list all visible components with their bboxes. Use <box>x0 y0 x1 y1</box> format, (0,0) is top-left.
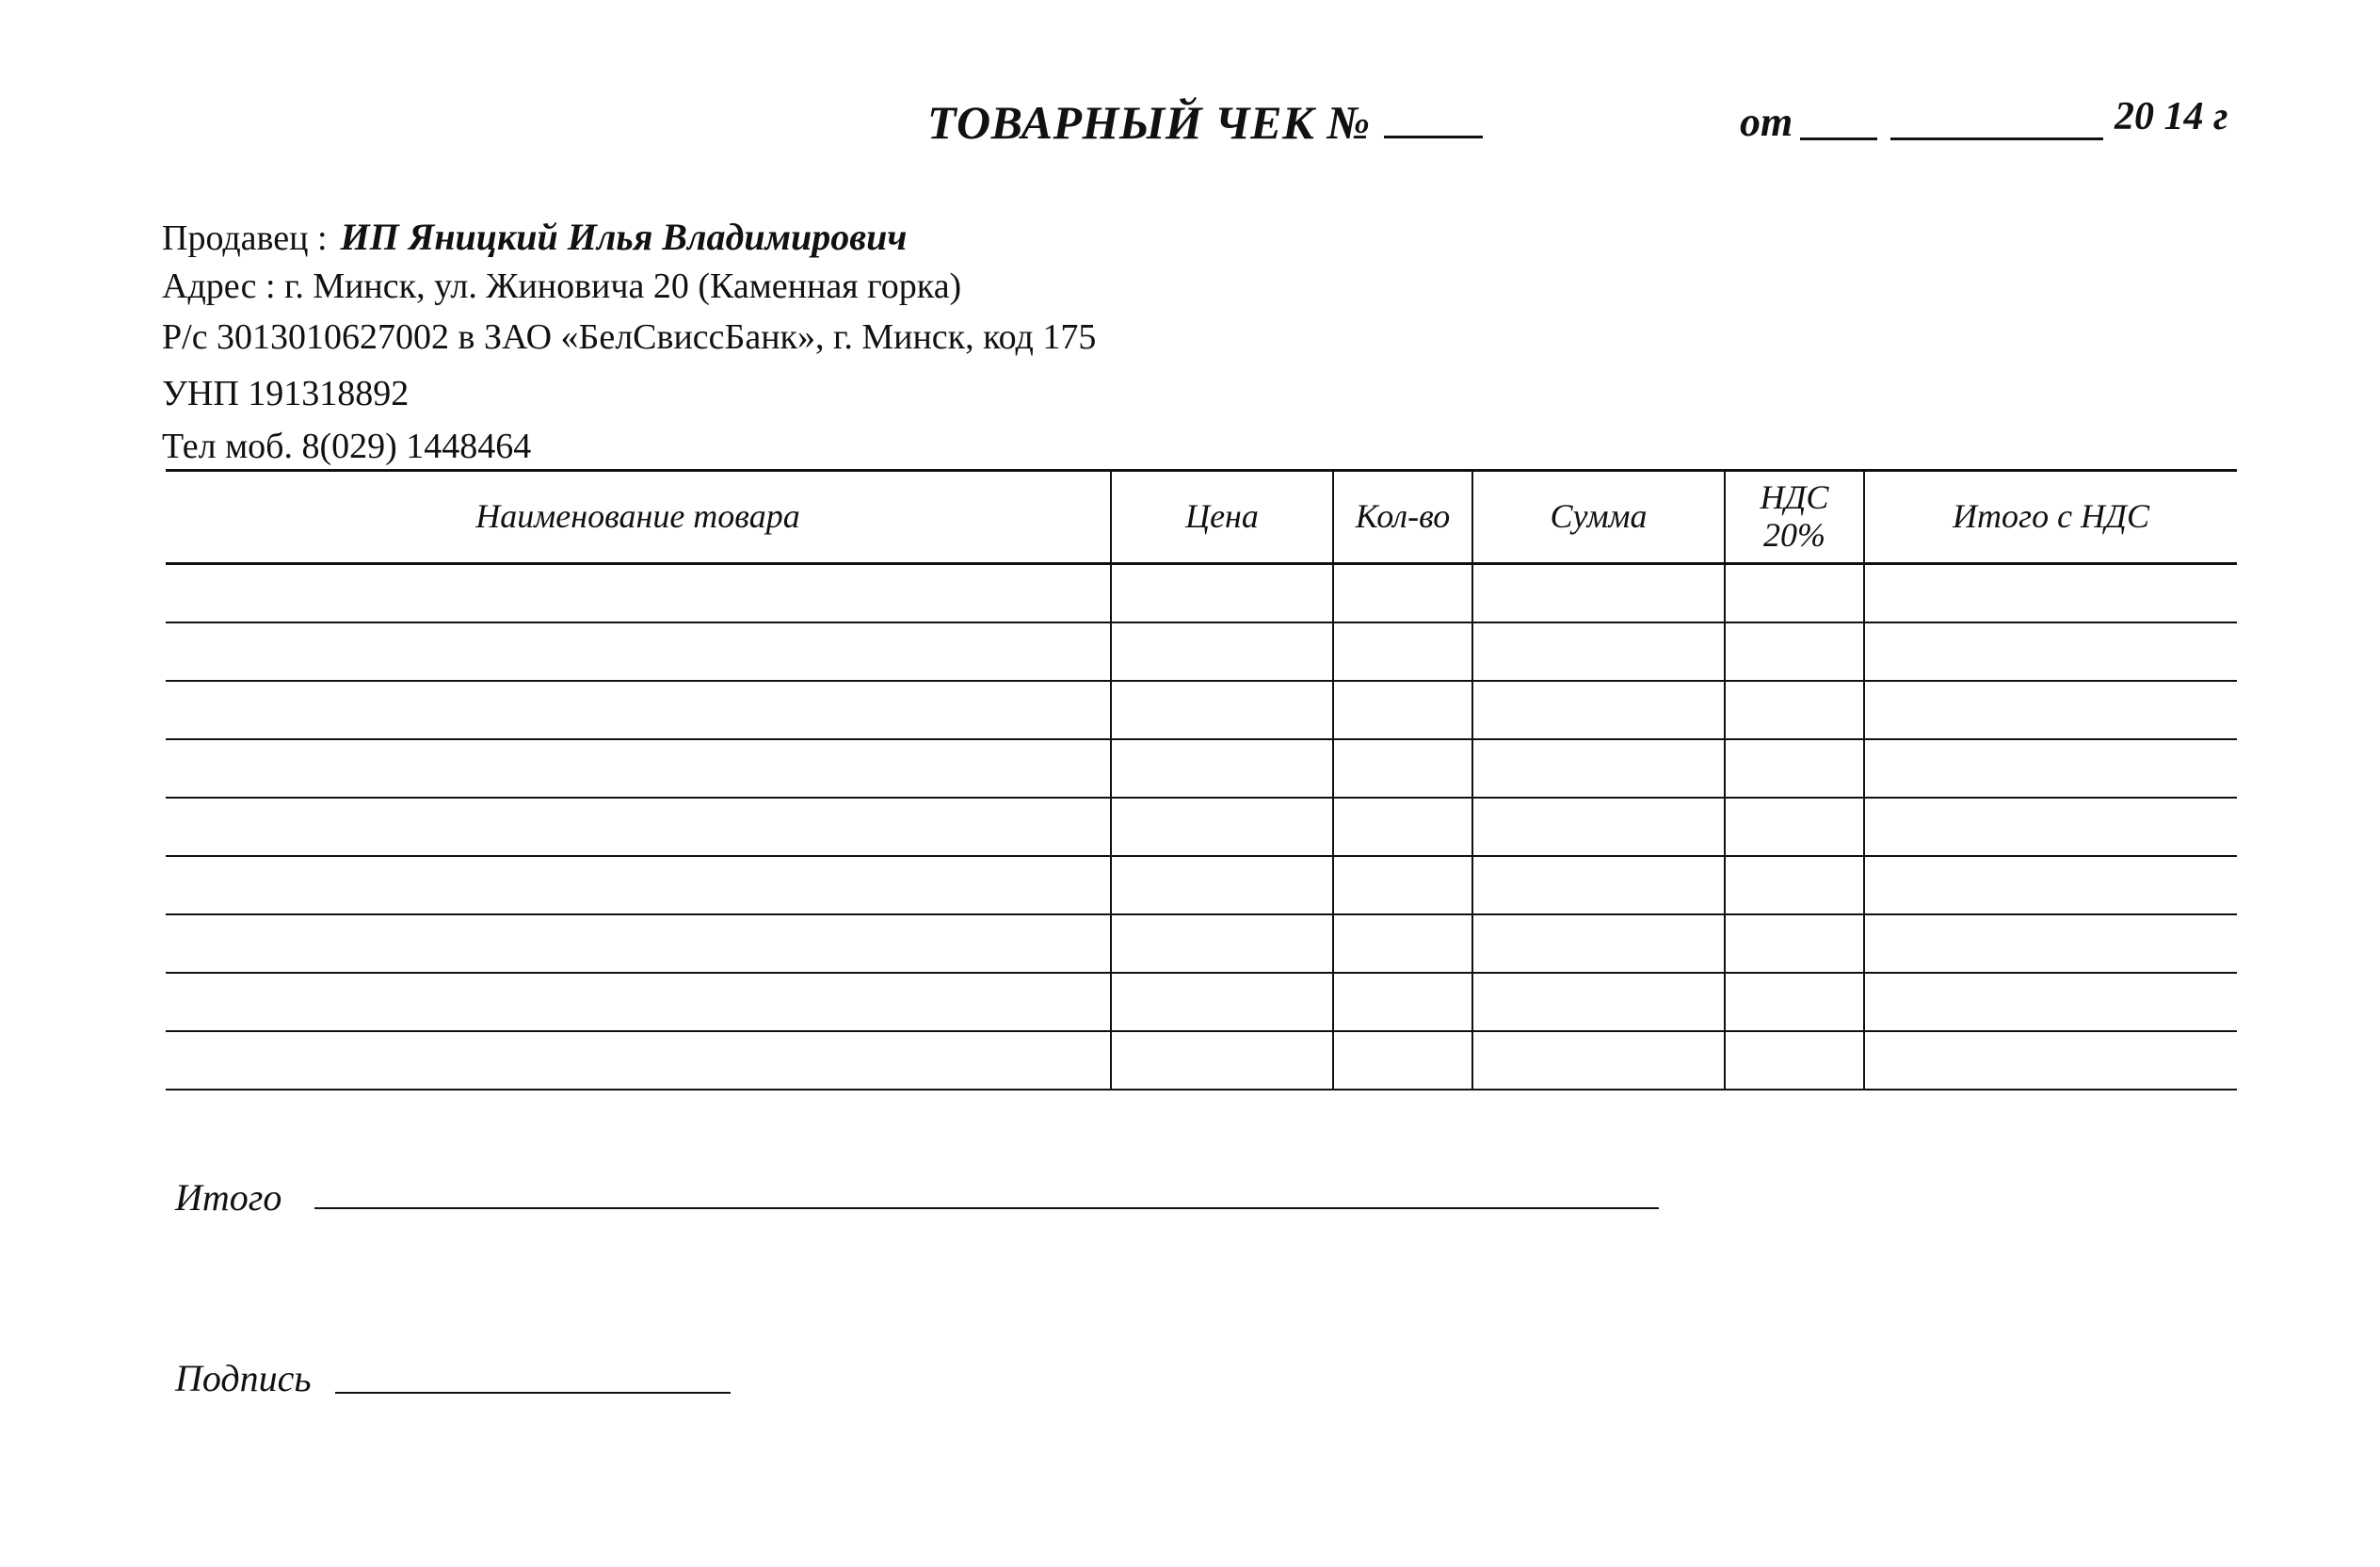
table-cell-vat <box>1725 564 1864 623</box>
table-cell-price <box>1111 973 1333 1031</box>
table-cell-quantity <box>1333 914 1472 973</box>
table-cell-vat <box>1725 622 1864 681</box>
table-cell-price <box>1111 914 1333 973</box>
table-cell-sum <box>1472 798 1725 856</box>
table-row <box>166 739 2237 798</box>
table-cell-total-with-vat <box>1864 914 2237 973</box>
table-cell-total-with-vat <box>1864 622 2237 681</box>
table-row <box>166 564 2237 623</box>
seller-bank-account: Р/с 3013010627002 в ЗАО «БелСвиссБанк», г. Минск, код 175 <box>162 317 1097 357</box>
table-cell-quantity <box>1333 622 1472 681</box>
table-cell-name <box>166 622 1111 681</box>
table-cell-name <box>166 798 1111 856</box>
table-cell-vat <box>1725 681 1864 739</box>
table-row <box>166 1031 2237 1090</box>
receipt-title <box>927 92 1483 150</box>
table-row <box>166 914 2237 973</box>
goods-table-header <box>166 471 2237 564</box>
table-row <box>166 798 2237 856</box>
table-cell-name <box>166 914 1111 973</box>
table-cell-total-with-vat <box>1864 1031 2237 1090</box>
table-cell-quantity <box>1333 739 1472 798</box>
table-cell-sum <box>1472 681 1725 739</box>
table-cell-quantity <box>1333 564 1472 623</box>
table-cell-sum <box>1472 973 1725 1031</box>
total-blank-line <box>314 1207 1659 1209</box>
table-cell-vat <box>1725 798 1864 856</box>
table-cell-total-with-vat <box>1864 973 2237 1031</box>
table-cell-sum <box>1472 564 1725 623</box>
table-cell-quantity <box>1333 856 1472 914</box>
column-header-price: Цена <box>1111 471 1333 564</box>
table-cell-name <box>166 1031 1111 1090</box>
seller-address: Адрес : г. Минск, ул. Жиновича 20 (Каменная горка) <box>162 267 962 306</box>
table-cell-name <box>166 564 1111 623</box>
table-cell-vat <box>1725 1031 1864 1090</box>
seller-label: Продавец : <box>162 218 328 258</box>
signature-blank-line <box>335 1392 731 1394</box>
table-row <box>166 622 2237 681</box>
table-cell-total-with-vat <box>1864 564 2237 623</box>
date-day-blank <box>1800 137 1877 140</box>
goods-table <box>166 469 2237 1090</box>
table-cell-sum <box>1472 856 1725 914</box>
table-cell-name <box>166 856 1111 914</box>
table-cell-quantity <box>1333 798 1472 856</box>
table-row <box>166 681 2237 739</box>
date-month-blank <box>1890 137 2103 140</box>
column-header-total-with-vat: Итого с НДС <box>1864 471 2237 564</box>
date-prefix: от <box>1740 99 1793 145</box>
goods-table-wrap <box>166 469 2237 1102</box>
receipt-title-text: ТОВАРНЫЙ ЧЕК № <box>927 96 1371 149</box>
table-cell-sum <box>1472 739 1725 798</box>
signature-label: Подпись <box>175 1357 312 1399</box>
seller-unp: УНП 191318892 <box>162 374 410 413</box>
column-header-vat <box>1725 471 1864 564</box>
column-header-name: Наименование товара <box>166 471 1111 564</box>
column-header-vat-text: НДС 20% <box>1760 478 1829 554</box>
table-cell-price <box>1111 798 1333 856</box>
table-row <box>166 856 2237 914</box>
date-year: 20 14 г <box>2115 95 2228 138</box>
table-cell-quantity <box>1333 681 1472 739</box>
table-cell-name <box>166 681 1111 739</box>
table-cell-total-with-vat <box>1864 856 2237 914</box>
total-label: Итого <box>175 1176 282 1219</box>
table-cell-quantity <box>1333 1031 1472 1090</box>
table-cell-total-with-vat <box>1864 739 2237 798</box>
seller-line <box>162 215 907 259</box>
table-cell-price <box>1111 564 1333 623</box>
table-cell-total-with-vat <box>1864 798 2237 856</box>
table-cell-vat <box>1725 914 1864 973</box>
table-cell-sum <box>1472 1031 1725 1090</box>
table-cell-price <box>1111 856 1333 914</box>
column-header-sum: Сумма <box>1472 471 1725 564</box>
table-cell-total-with-vat <box>1864 681 2237 739</box>
seller-name: ИП Яницкий Илья Владимирович <box>340 216 908 258</box>
table-cell-price <box>1111 681 1333 739</box>
table-cell-price <box>1111 622 1333 681</box>
seller-phone: Тел моб. 8(029) 1448464 <box>162 427 532 466</box>
column-header-quantity: Кол-во <box>1333 471 1472 564</box>
table-cell-vat <box>1725 973 1864 1031</box>
table-cell-sum <box>1472 914 1725 973</box>
table-cell-price <box>1111 1031 1333 1090</box>
table-cell-quantity <box>1333 973 1472 1031</box>
table-cell-sum <box>1472 622 1725 681</box>
table-cell-price <box>1111 739 1333 798</box>
goods-table-body <box>166 564 2237 1090</box>
receipt-number-blank <box>1384 92 1483 138</box>
table-cell-name <box>166 973 1111 1031</box>
table-cell-name <box>166 739 1111 798</box>
table-row <box>166 973 2237 1031</box>
table-cell-vat <box>1725 856 1864 914</box>
table-cell-vat <box>1725 739 1864 798</box>
